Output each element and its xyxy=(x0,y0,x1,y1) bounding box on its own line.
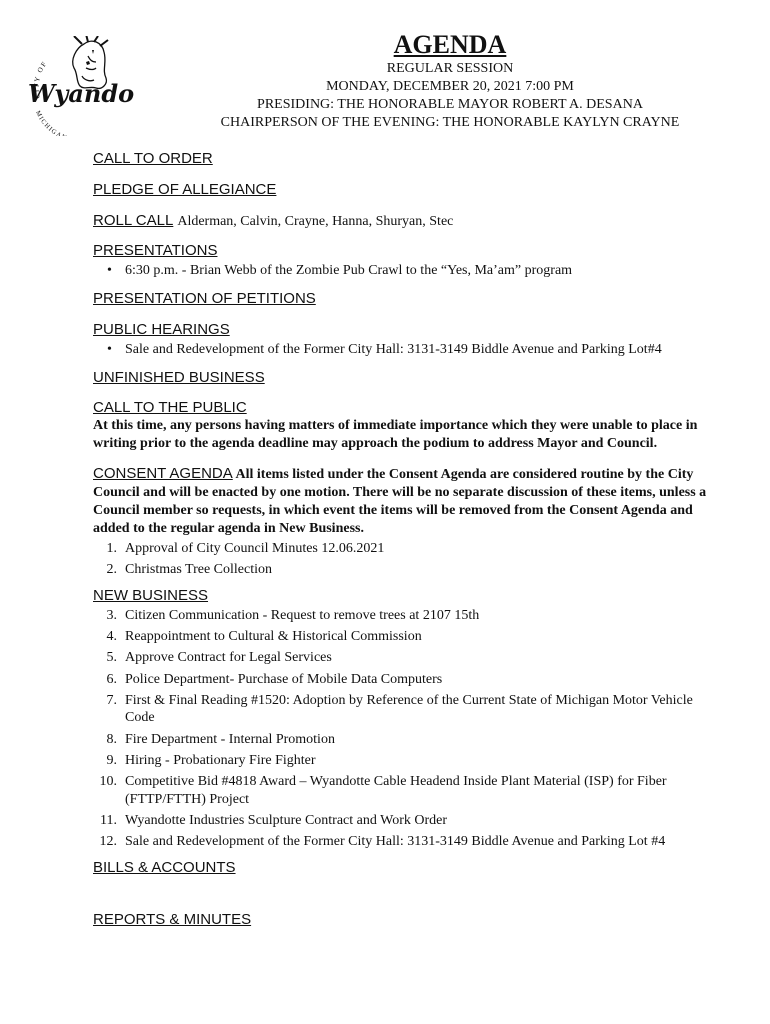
consent-items-list xyxy=(93,540,718,579)
list-item: 2. Christmas Tree Collection xyxy=(106,562,272,578)
session-type: REGULAR SESSION xyxy=(386,61,514,76)
svg-text:MICHIGAN • 1867: MICHIGA xyxy=(34,109,64,136)
heading-reports-minutes: REPORTS & MINUTES xyxy=(93,910,252,928)
agenda-body xyxy=(93,150,718,929)
list-item: • 6:30 p.m. - Brian Webb of the Zombie Pub Crawl to the “Yes, Ma’am” program xyxy=(125,262,718,280)
list-item: 7. First & Final Reading #1520: Adoption by Reference of the Current State of Michigan Motor Vehicle Code xyxy=(106,692,693,726)
heading-call-to-public: CALL TO THE PUBLIC xyxy=(93,399,247,416)
list-item: 1. Approval of City Council Minutes 12.06.2021 xyxy=(106,541,385,556)
list-item: 12. Sale and Redevelopment of the Former City Hall: 3131-3149 Biddle Avenue and Parking Lot #4 xyxy=(99,834,666,850)
heading-pledge: PLEDGE OF ALLEGIANCE xyxy=(93,181,277,198)
heading-public-hearings: PUBLIC HEARINGS xyxy=(93,321,230,338)
new-business-list xyxy=(93,607,718,851)
list-item: 10. Competitive Bid #4818 Award – Wyandotte Cable Headend Inside Plant Material (ISP) for Fiber (FTTP/FTTH) Project xyxy=(99,774,667,807)
roll-call-names: Alderman, Calvin, Crayne, Hanna, Shuryan, Stec xyxy=(177,214,454,229)
svg-text:CITY OF: CITY OF xyxy=(32,59,50,100)
heading-petitions: PRESENTATION OF PETITIONS xyxy=(93,290,316,307)
call-to-public-text: At this time, any persons having matters of immediate importance which they were unable to place in writing prior to the agenda deadline may approach the podium to address Mayor and Council. xyxy=(93,418,698,451)
heading-roll-call: ROLL CALL xyxy=(93,212,174,229)
heading-call-to-order: CALL TO ORDER xyxy=(93,150,213,167)
chairperson: CHAIRPERSON OF THE EVENING: THE HONORABLE KAYLYN CRAYNE xyxy=(220,115,680,130)
consent-agenda-text: All items listed under the Consent Agenda are considered routine by the City Council and will be enacted by one motion. There will be no separate discussion of these items, unless a Council member so requests, in which event the items will be removed from the Consent Agenda and added to the regular agenda in New Business. xyxy=(93,467,707,536)
heading-bills-accounts: BILLS & ACCOUNTS xyxy=(93,858,236,876)
list-item: 4. Reappointment to Cultural & Historical Commission xyxy=(106,629,422,645)
list-item: 5. Approve Contract for Legal Services xyxy=(106,650,332,666)
public-hearings-list xyxy=(93,341,718,359)
city-logo xyxy=(22,36,134,136)
agenda-title: AGENDA xyxy=(393,30,507,59)
list-item: 11. Wyandotte Industries Sculpture Contract and Work Order xyxy=(100,813,448,829)
heading-new-business: NEW BUSINESS xyxy=(93,586,209,604)
heading-presentations: PRESENTATIONS xyxy=(93,242,218,259)
svg-text:Wyandotte: Wyando xyxy=(28,79,134,108)
agenda-header xyxy=(160,30,740,132)
heading-unfinished-business: UNFINISHED BUSINESS xyxy=(93,369,265,386)
list-item: 9. Hiring - Probationary Fire Fighter xyxy=(106,753,316,769)
meeting-date: MONDAY, DECEMBER 20, 2021 7:00 PM xyxy=(326,79,574,94)
presentations-list xyxy=(93,262,718,280)
list-item: • Sale and Redevelopment of the Former City Hall: 3131-3149 Biddle Avenue and Parking Lot#4 xyxy=(125,341,718,359)
list-item: 6. Police Department- Purchase of Mobile Data Computers xyxy=(106,671,443,687)
presiding-officer: PRESIDING: THE HONORABLE MAYOR ROBERT A. DESANA xyxy=(257,97,643,112)
list-item: 3. Citizen Communication - Request to remove trees at 2107 15th xyxy=(106,607,480,623)
heading-consent-agenda: CONSENT AGENDA xyxy=(93,465,233,482)
list-item: 8. Fire Department - Internal Promotion xyxy=(106,731,335,747)
